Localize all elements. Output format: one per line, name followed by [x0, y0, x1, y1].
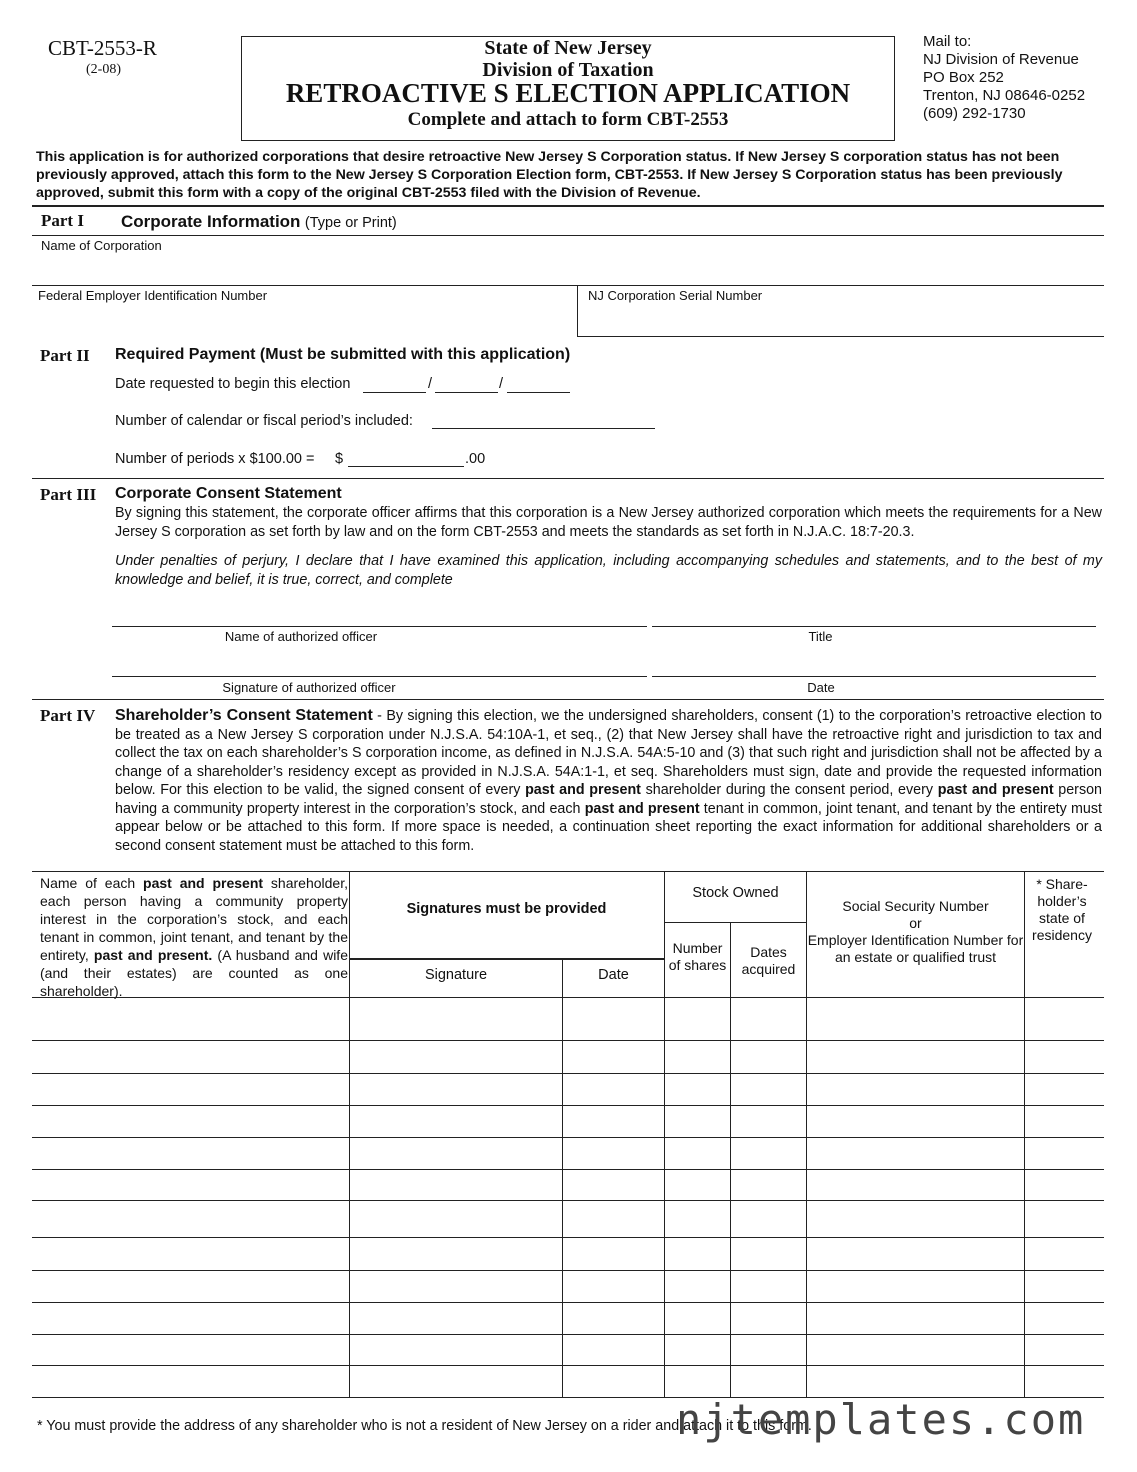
officer-name-label: Name of authorized officer — [224, 629, 378, 644]
nj-serial-field[interactable] — [579, 304, 1103, 334]
intro-text: This application is for authorized corporations that desire retroactive New Jersey S Corporation status. If New Jersey S corporation status has not been previously approved, attach this form to the New Jersey S Corporation Election form, CBT-2553. If New Jersey S Corporation status has been previously approved, submit this form with a copy of the original CBT-2553 filed with the Division of Revenue. — [36, 149, 1063, 201]
part4-text: person having a community property interest in the corporation’s stock, and each — [115, 782, 1102, 817]
table-row[interactable] — [33, 1170, 1103, 1199]
officer-title-field[interactable] — [652, 596, 1096, 624]
nj-serial-label: NJ Corporation Serial Number — [588, 288, 763, 303]
signatures-header: Signatures must be provided — [406, 901, 607, 917]
table-row[interactable] — [33, 1201, 1103, 1236]
bold-text: past and present — [584, 800, 700, 817]
corporation-name-label: Name of Corporation — [41, 238, 162, 253]
payment-label: Number of periods x $100.00 = — [115, 451, 315, 467]
state-name: State of New Jersey — [484, 37, 652, 59]
bold-text: past and present — [525, 782, 641, 798]
table-row[interactable] — [33, 1271, 1103, 1301]
mail-to-line: PO Box 252 — [923, 69, 1004, 86]
form-subtitle: Complete and attach to form CBT-2553 — [407, 109, 729, 130]
part3-number: Part III — [40, 485, 97, 504]
election-date-day-field[interactable] — [435, 378, 498, 393]
form-id: CBT-2553-R — [48, 36, 157, 60]
election-date-label: Date requested to begin this election — [115, 376, 351, 392]
part3-statement: By signing this statement, the corporate officer affirms that this corporation is a New Jersey authorized corporation which meets the requirements for a New Jersey S corporation as set forth by law and on the form CBT-2553 and meets the standards as set forth in N.J.A.C. 18:7-20.3. — [115, 505, 1102, 540]
date-slash: / — [428, 376, 433, 392]
part3-title: Corporate Consent Statement — [115, 485, 342, 502]
ssn-header-line: Social Security Number — [842, 898, 989, 914]
bold-text: past and present — [143, 875, 264, 891]
mail-to-line: (609) 292-1730 — [923, 105, 1026, 122]
election-date-month-field[interactable] — [363, 378, 426, 393]
part4-text: shareholder during the consent period, every — [640, 782, 938, 798]
officer-signature-field[interactable] — [112, 646, 647, 674]
mail-to-line: Mail to: — [923, 33, 972, 50]
officer-name-field[interactable] — [112, 596, 647, 624]
part1-title-text: Corporate Information — [121, 212, 301, 231]
payment-amount-field[interactable] — [348, 452, 464, 467]
form-title: RETROACTIVE S ELECTION APPLICATION — [285, 78, 851, 108]
mail-to-line: NJ Division of Revenue — [923, 51, 1079, 68]
corporation-name-field[interactable] — [33, 254, 1103, 284]
fein-field[interactable] — [33, 304, 576, 334]
election-date-year-field[interactable] — [507, 378, 570, 393]
part2-title: Required Payment (Must be submitted with this application) — [115, 346, 571, 363]
officer-signature-label: Signature of authorized officer — [222, 680, 396, 695]
officer-title-label: Title — [808, 629, 833, 644]
dollar-sign: $ — [335, 451, 344, 467]
signature-col-header: Signature — [424, 967, 488, 983]
dates-acquired-header: Dates acquired — [741, 944, 796, 977]
ssn-header-line: or — [909, 915, 922, 931]
footer-note: * You must provide the address of any shareholder who is not a resident of New Jersey on a rider and attach it to this form. — [37, 1418, 812, 1434]
date-col-header: Date — [598, 967, 629, 983]
mail-to-line: Trenton, NJ 08646-0252 — [923, 87, 1086, 104]
table-row[interactable] — [33, 998, 1103, 1039]
bold-text: past and present. — [93, 947, 213, 963]
part1-number: Part I — [41, 211, 84, 230]
header-text: shareholder, each person having a community property interest in the corporation’s stock, and each tenant in common, joint tenant, and tenant by the entirety, — [40, 875, 348, 963]
watermark: njtemplates.com — [676, 1395, 1086, 1444]
part4-text: - By signing this election, we the undersigned shareholders, consent (1) to the corporation’s retroactive election to be treated as a New Jersey S corporation under N.J.S.A. 54:10A-1, et seq., (2) that New Jersey shall have the retroactive right and jurisdiction to tax and collect the tax on each shareholder’s S corporation income, as defined in N.J.S.A. 54A:5-10 and (3) that such right and jurisdiction shall not be affected by a change of a shareholder’s residency except as provided in N.J.S.A. 54A:1-1, et seq. Shareholders must sign, date and provide the requested information below. For this election to be valid, the signed consent of every — [115, 708, 1102, 798]
table-row[interactable] — [33, 1366, 1103, 1396]
ssn-header-line: Employer Identification Number for an estate or qualified trust — [807, 932, 1024, 965]
part4-text: tenant in common, joint tenant, and tenant by the entirety must appear below or be attached to this form. If more space is needed, a continuation sheet reporting the exact information for additional shareholders or a second consent statement must be attached to this form. — [115, 800, 1102, 854]
officer-date-label: Date — [807, 680, 835, 695]
table-row[interactable] — [33, 1238, 1103, 1269]
residency-header: * Share-holder’s state of residency — [1032, 876, 1092, 943]
table-row[interactable] — [33, 1074, 1103, 1104]
table-row[interactable] — [33, 1041, 1103, 1072]
stock-owned-header: Stock Owned — [692, 885, 779, 901]
part4-number: Part IV — [40, 706, 96, 725]
cents-label: .00 — [465, 451, 486, 467]
periods-field[interactable] — [432, 414, 655, 429]
bold-text: past and present — [937, 782, 1054, 798]
part4-title: Shareholder’s Consent Statement — [115, 707, 373, 724]
periods-label: Number of calendar or fiscal period’s included: — [115, 413, 413, 429]
part1-title — [121, 212, 397, 232]
mail-to-block — [923, 33, 1085, 123]
part3-perjury: Under penalties of perjury, I declare that I have examined this application, including accompanying schedules and statements, and to the best of my knowledge and belief, it is true, correct, and complete — [115, 553, 1102, 588]
part1-title-note: (Type or Print) — [304, 215, 397, 231]
header-text: Name of each — [40, 875, 144, 891]
date-slash: / — [499, 376, 504, 392]
fein-label: Federal Employer Identification Number — [38, 288, 268, 303]
division-name: Division of Taxation — [482, 59, 654, 81]
form-revision: (2-08) — [86, 62, 121, 77]
officer-date-field[interactable] — [652, 646, 1096, 674]
part4-statement — [115, 707, 1102, 855]
table-row[interactable] — [33, 1335, 1103, 1364]
header-text: (A husband and wife (and their estates) are counted as one shareholder). — [40, 947, 348, 999]
title-box — [241, 36, 895, 141]
col-name-header — [40, 874, 348, 1000]
ssn-header — [807, 898, 1024, 966]
part2-number: Part II — [40, 346, 90, 365]
table-row[interactable] — [33, 1106, 1103, 1136]
number-of-shares-header: Number of shares — [668, 940, 727, 973]
table-row[interactable] — [33, 1303, 1103, 1333]
table-row[interactable] — [33, 1138, 1103, 1168]
